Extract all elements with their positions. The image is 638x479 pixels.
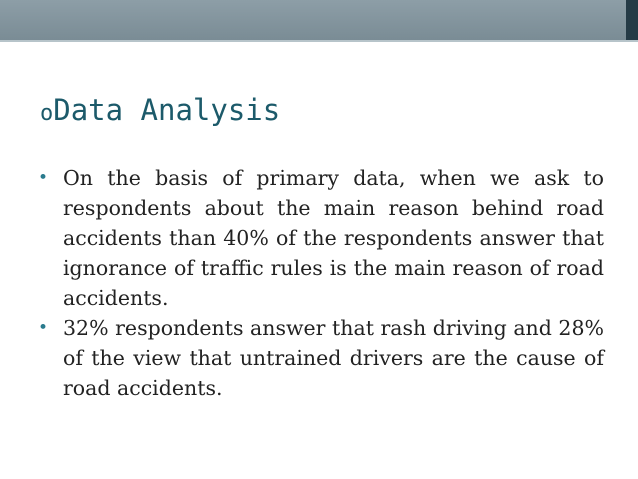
title-marker: o bbox=[40, 101, 54, 126]
top-decorative-bar bbox=[0, 0, 638, 40]
bullet-text: On the basis of primary data, when we ask to respondents about the main reason behind road accidents than 40% of the respondents answer that ignorance of traffic rules is the main reason of road accidents. bbox=[63, 166, 604, 310]
bullet-marker: • bbox=[38, 168, 49, 188]
bullet-text: 32% respondents answer that rash driving and 28% of the view that untrained drivers are the cause of road accidents. bbox=[63, 316, 604, 400]
top-bar-end-block bbox=[626, 0, 638, 40]
bullet-marker: • bbox=[38, 318, 49, 338]
slide-title bbox=[40, 93, 280, 127]
bullet-item-2 bbox=[38, 313, 604, 403]
bullet-item-1 bbox=[38, 163, 604, 313]
bullet-list bbox=[38, 163, 604, 403]
top-bar-stripe bbox=[0, 40, 638, 42]
title-text: Data Analysis bbox=[53, 93, 281, 127]
top-bar-main bbox=[0, 0, 626, 40]
